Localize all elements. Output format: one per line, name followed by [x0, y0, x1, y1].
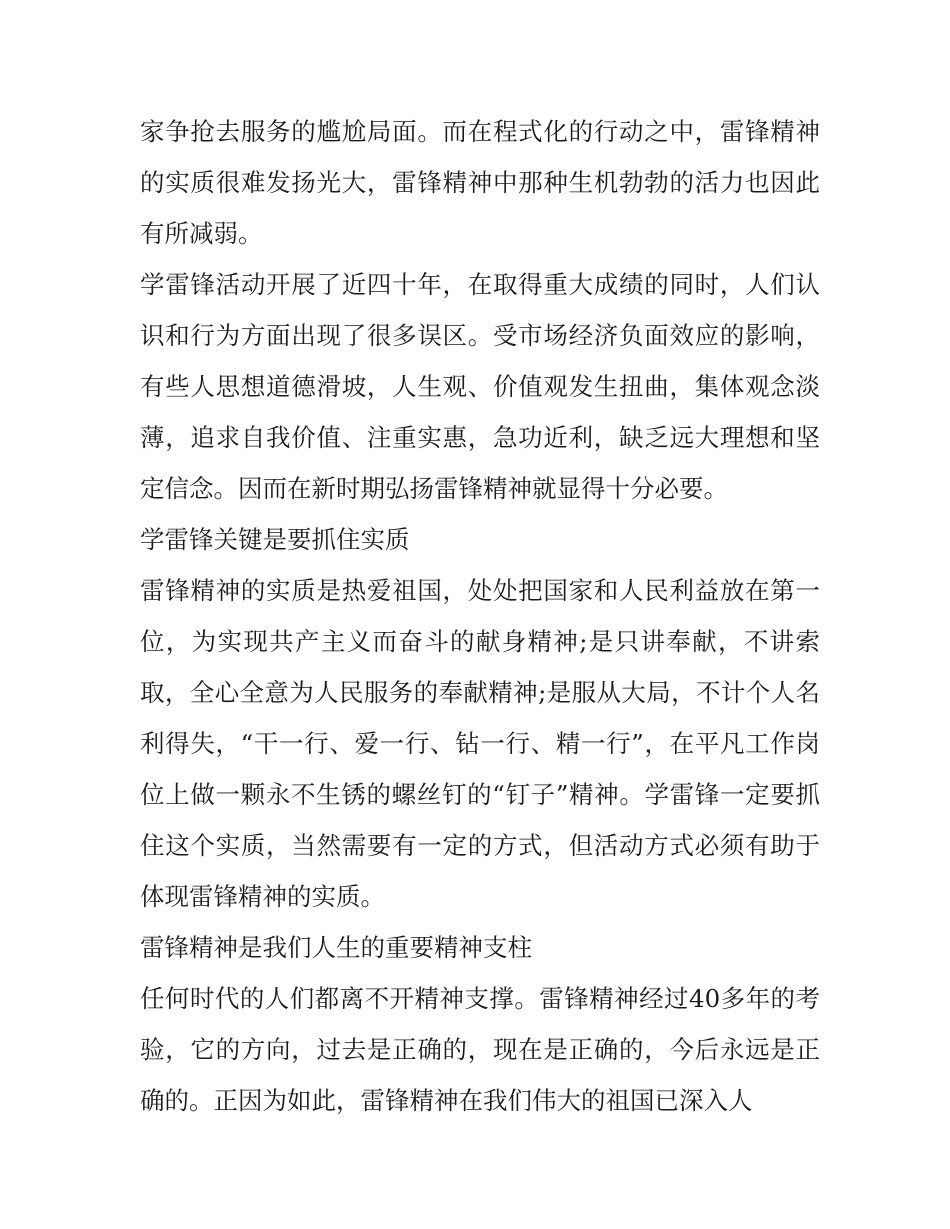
paragraph-learning-activity: 学雷锋活动开展了近四十年，在取得重大成绩的同时，人们认识和行为方面出现了很多误区。受市场经济负面效应的影响，有些人思想道德滑坡，人生观、价值观发生扭曲，集体观念淡薄，追求自我价值、注重实惠，急功近利，缺乏远大理想和坚定信念。因而在新时期弘扬雷锋精神就显得十分必要。 [140, 270, 820, 503]
paragraph-essence: 雷锋精神的实质是热爱祖国，处处把国家和人民利益放在第一位，为实现共产主义而奋斗的献身精神;是只讲奉献，不讲索取，全心全意为人民服务的奉献精神;是服从大局，不计个人名利得失，“干一行、爱一行、钻一行、精一行”，在平凡工作岗位上做一颗永不生锈的螺丝钉的“钉子”精神。学雷锋一定要抓住这个实质，当然需要有一定的方式，但活动方式必须有助于体现雷锋精神的实质。 [140, 576, 820, 911]
paragraph-continuation: 家争抢去服务的尴尬局面。而在程式化的行动之中，雷锋精神的实质很难发扬光大，雷锋精神中那种生机勃勃的活力也因此有所减弱。 [140, 117, 820, 248]
document-body [140, 106, 820, 1126]
section-heading-pillar: 雷锋精神是我们人生的重要精神支柱 [140, 933, 532, 962]
paragraph-pillar: 任何时代的人们都离不开精神支撑。雷锋精神经过40多年的考验，它的方向，过去是正确的，现在是正确的，今后永远是正确的。正因为如此，雷锋精神在我们伟大的祖国已深入人 [140, 984, 820, 1115]
section-heading-essence: 学雷锋关键是要抓住实质 [140, 525, 410, 554]
